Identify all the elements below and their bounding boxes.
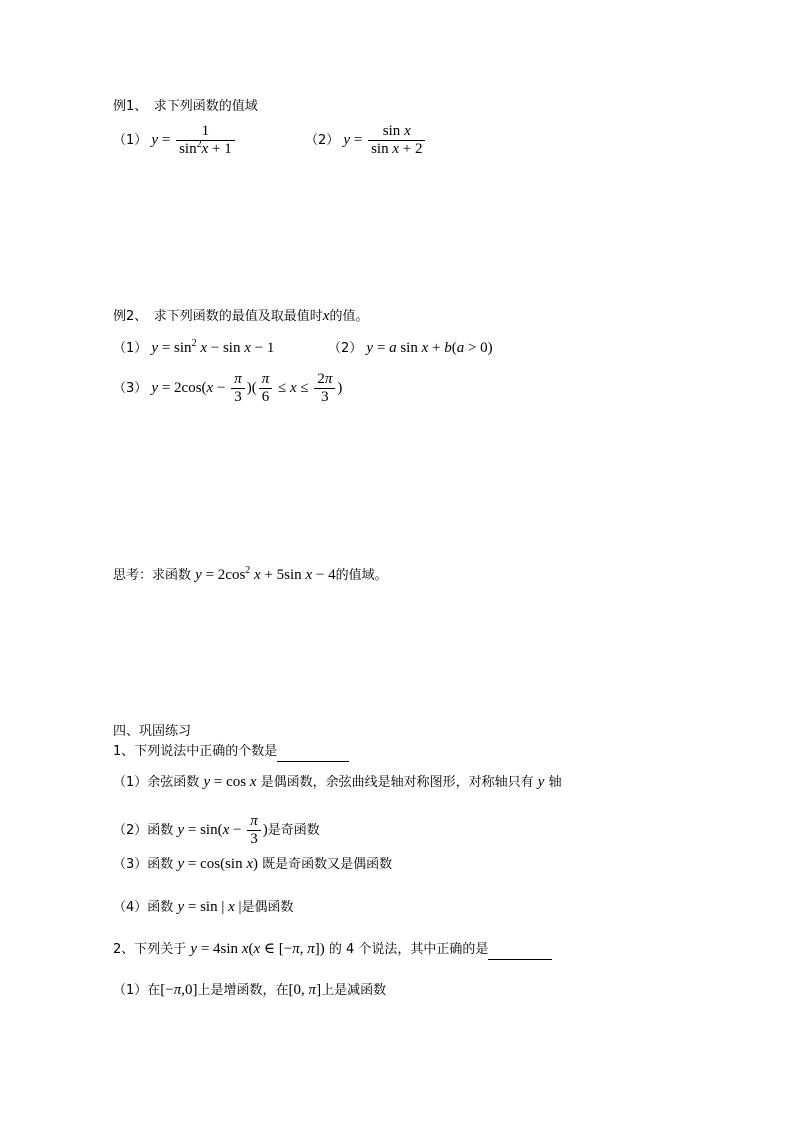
answer-blank[interactable] (488, 945, 552, 960)
example2-item-1: （1） $y = \sin^2 x - \sin x - 1$ (113, 338, 275, 356)
formula: y = cos x (203, 774, 257, 790)
think-question: 思考：求函数 $y = 2\cos^2$ x + 5sin x − 4的值域。 (113, 565, 388, 583)
formula: y = 4sin x(x ∈ [−π, π]) (190, 941, 325, 957)
example1-item-1: （1） y = $\frac{1}{\sin^2x + 1}$ (113, 123, 237, 158)
example2-item-3: （3） y = 2cos(x − $\frac{\pi}{3}$ )( $\frac{\pi}{6}$ ≤ x ≤ $\frac{2\pi}{3}$ ) (113, 371, 343, 405)
section-title: 四、巩固练习 (113, 724, 192, 739)
formula: [−π,0] (160, 982, 198, 998)
example1-item-2: （2） y = $\frac{\text{sin x}}{\text{sin x + 2}}$ (305, 123, 427, 158)
q1-stem: 1、下列说法中正确的个数是 (113, 742, 349, 762)
q1-item-3: （3）函数 y = cos(sin x) 既是奇函数又是偶函数 (113, 856, 393, 872)
q1-item-1: （1）余弦函数 y = cos x 是偶函数，余弦曲线是轴对称图形，对称轴只有 y 轴 (113, 774, 562, 790)
q1-item-2: （2）函数 y = sin(x − $\frac{\pi}{3}$ )是奇函数 (113, 813, 320, 847)
formula: y = sin(x − $\frac{\pi}{3}$ ) (177, 813, 268, 847)
example2-heading: 例2、 求下列函数的最值及取最值时x的值。 (113, 308, 369, 324)
formula: $y = \sin^2 x - \sin x - 1$ (151, 338, 275, 356)
formula: y = a sin x + b(a > 0) (366, 340, 493, 356)
answer-blank[interactable] (277, 747, 349, 762)
q2-stem: 2、下列关于 y = 4sin x(x ∈ [−π, π]) 的 4 个说法，其中正确的是 (113, 939, 552, 960)
formula: y = sin | x | (177, 899, 242, 915)
formula: y = $\frac{1}{\sin^2x + 1}$ (151, 132, 236, 148)
example2-item-2: （2） y = a sin x + b(a > 0) (328, 340, 493, 356)
q2-item-1: （1）在[−π,0]上是增函数，在[0, π]上是减函数 (113, 982, 387, 998)
formula: y = cos(sin x) (177, 856, 258, 872)
formula: y = 2cos(x − $\frac{\pi}{3}$ )( $\frac{\pi}{6}$ ≤ x ≤ $\frac{2\pi}{3}$ ) (151, 371, 343, 405)
formula: [0, π] (288, 982, 322, 998)
formula: y = $\frac{\text{sin x}}{\text{sin x + 2}}$ (343, 132, 427, 148)
q1-item-4: （4）函数 y = sin | x |是偶函数 (113, 899, 294, 915)
formula: $y = 2\cos^2$ x + 5sin x − 4 (195, 565, 336, 583)
example1-heading: 例1、 求下列函数的值域 (113, 99, 258, 114)
